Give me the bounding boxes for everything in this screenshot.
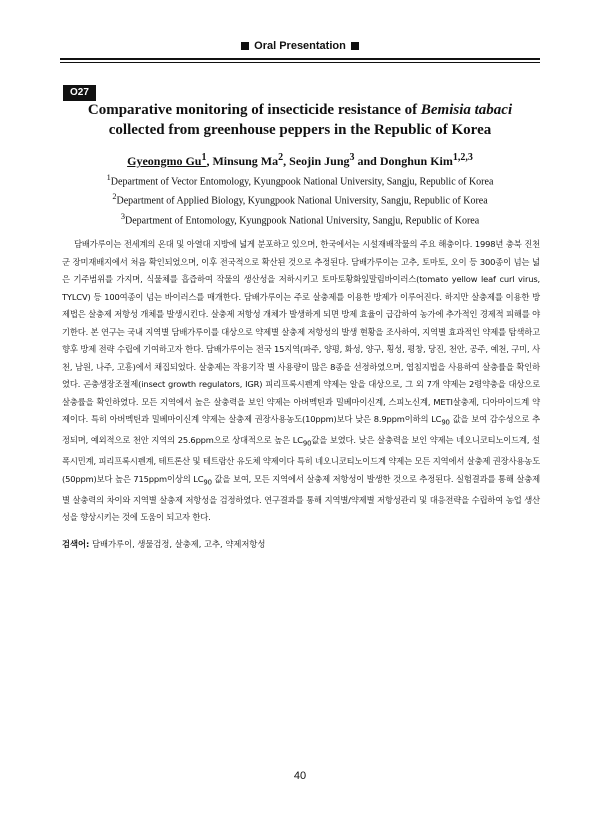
- author-list: [60, 152, 540, 169]
- header-square-left: [241, 42, 249, 50]
- affiliation-3-sup: 3: [120, 211, 125, 221]
- keywords-text: 담배가루이, 생물검정, 살충제, 고추, 약제저항성: [89, 539, 266, 549]
- author-4-sup: 1,2,3: [452, 152, 473, 163]
- paper-title: [60, 100, 540, 140]
- author-1: [127, 154, 206, 168]
- page-number: 40: [293, 770, 307, 782]
- author-3-sup: 3: [349, 152, 355, 163]
- title-part-2: collected from greenhouse peppers in the Republic of Korea: [108, 122, 492, 138]
- affiliation-2-text: Department of Applied Biology, Kyungpook National University, Sangju, Republic of Korea: [116, 195, 488, 207]
- author-1-sup: 1: [201, 152, 207, 163]
- abstract-sub-2: 90: [302, 439, 312, 448]
- author-sep-and: and: [354, 154, 380, 168]
- title-species: Bemisia tabaci: [420, 102, 513, 118]
- affiliation-2-sup: 2: [112, 192, 117, 202]
- affiliation-list: [60, 170, 540, 228]
- author-4: [380, 154, 473, 168]
- header-rule-thick: [60, 58, 540, 60]
- author-2-name: Minsung Ma: [212, 154, 279, 168]
- affiliation-3: [60, 209, 540, 228]
- abstract-sub-3: 90: [203, 478, 212, 487]
- author-3: [289, 154, 354, 168]
- abstract-text-1: 담배가루이는 전세계의 온대 및 아열대 지방에 넓게 분포하고 있으며, 한국에서는 시설재배작물의 주요 해충이다. 1998년 충북 진천군 장미재배지에서 처음 확인되었으며, 이후 전국적으로 확산된 것으로 추정된다. 담배가루이는 고추, 토마토, 오이 등 300종이 넘는 넓은 기주범위를 가지며, 식물체를 흡즙하여 작물의 생산성을 저하시키고 토마토황화잎말림바이러스(tomato yellow leaf curl virus, TYLCV) 등 100여종이 넘는 바이러스를 매개한다. 담배가루이는 주로 살충제를 이용한 방제가 이루어진다. 하지만 살충제를 이용한 방제법은 살충제 저항성 개체를 발생시킨다. 살충제 저항성 개체가 발생하게 되면 방제 효율이 급감하여 농가에 추가적인 경제적 피해를 야기한다. 본 연구는 국내 지역별 담배가루이를 대상으로 약제별 살충제 저항성의 발생 현황을 조사하여, 지역별 효과적인 약제를 탐색하고 향후 방제 전략 수립에 기여하고자 한다. 담배가루이는 전국 15지역(파주, 양평, 화성, 양구, 횡성, 평창, 당진, 천안, 공주, 예천, 구미, 사천, 남원, 나주, 고흥)에서 채집되었다. 살충제는 작용기작 별 사용량이 많은 8종을 선정하였으며, 엽침지법을 사용하여 살충률을 확인하였다. 곤충생장조절제(insect growth regulators, IGR) 피리프록시펜계 약제는 알을 대상으로, 그 외 7개 약제는 2령약충을 대상으로 살충률을 확인하였다. 모든 지역에서 높은 살충력을 보인 약제는 아버멕틴과 밀베마이신계, 스피노신계, METI살충제, 디아마이드계 약제이다. 특히 아버멕틴과 밀베마이신계 약제는 살충제 권장사용농도(10ppm)보다 낮은 8.9ppm이하의 LC: [62, 239, 540, 424]
- abstract-text-4: 값을 보여, 모든 지역에서 살충제 저항성이 발생한 것으로 추정된다. 실험결과를 통해 살충제 별 살충력의 차이와 지역별 살충제 저항성을 검정하였다. 연구결과를 통해 지역별/약제별 저항성관리 및 대응전략을 수립하여 농업 생산성을 향상시키는 것에 도움이 되고자 한다.: [62, 473, 540, 523]
- keywords: [62, 538, 540, 550]
- keywords-label: 검색어:: [62, 539, 90, 549]
- title-part-1: Comparative monitoring of insecticide resistance of: [87, 102, 421, 118]
- author-sep-1: ,: [206, 154, 213, 168]
- affiliation-1-sup: 1: [106, 173, 111, 182]
- abstract-id-badge: O27: [63, 85, 96, 101]
- affiliation-3-text: Department of Entomology, Kyungpook National University, Sangju, Republic of Korea: [124, 214, 480, 226]
- author-3-name: Seojin Jung: [289, 154, 350, 168]
- header-square-right: [351, 42, 359, 50]
- header-label: Oral Presentation: [254, 40, 346, 52]
- author-2-sup: 2: [278, 152, 284, 163]
- section-header: [0, 40, 600, 52]
- abstract-text-2: 값을 보여 감수성으로 추정되며, 예외적으로 천안 지역의 25.6ppm으로 상대적으로 높은 LC: [62, 414, 540, 446]
- abstract-body: [62, 236, 540, 527]
- affiliation-1: [60, 170, 540, 189]
- author-sep-2: ,: [283, 154, 290, 168]
- abstract-sub-1: 90: [441, 418, 450, 427]
- affiliation-2: [60, 189, 540, 208]
- header-rule-thin: [60, 62, 540, 63]
- affiliation-1-text: Department of Vector Entomology, Kyungpook National University, Sangju, Republic of Korea: [110, 176, 494, 188]
- abstract-text-3: 값을 보였다. 낮은 살충력을 보인 약제는 네오니코티노이드계, 설폭시민계, 피리프록시펜계, 테트론산 및 테트람산 유도체 약제이다 특히 네오니코티노이드계 약제는 모든 지역에서 살충제 권장사용농도(50ppm)보다 높은 715ppm이상의 LC: [62, 435, 540, 484]
- author-1-name: Gyeongmo Gu: [127, 154, 202, 168]
- author-2: [212, 154, 283, 168]
- author-4-name: Donghun Kim: [379, 154, 453, 168]
